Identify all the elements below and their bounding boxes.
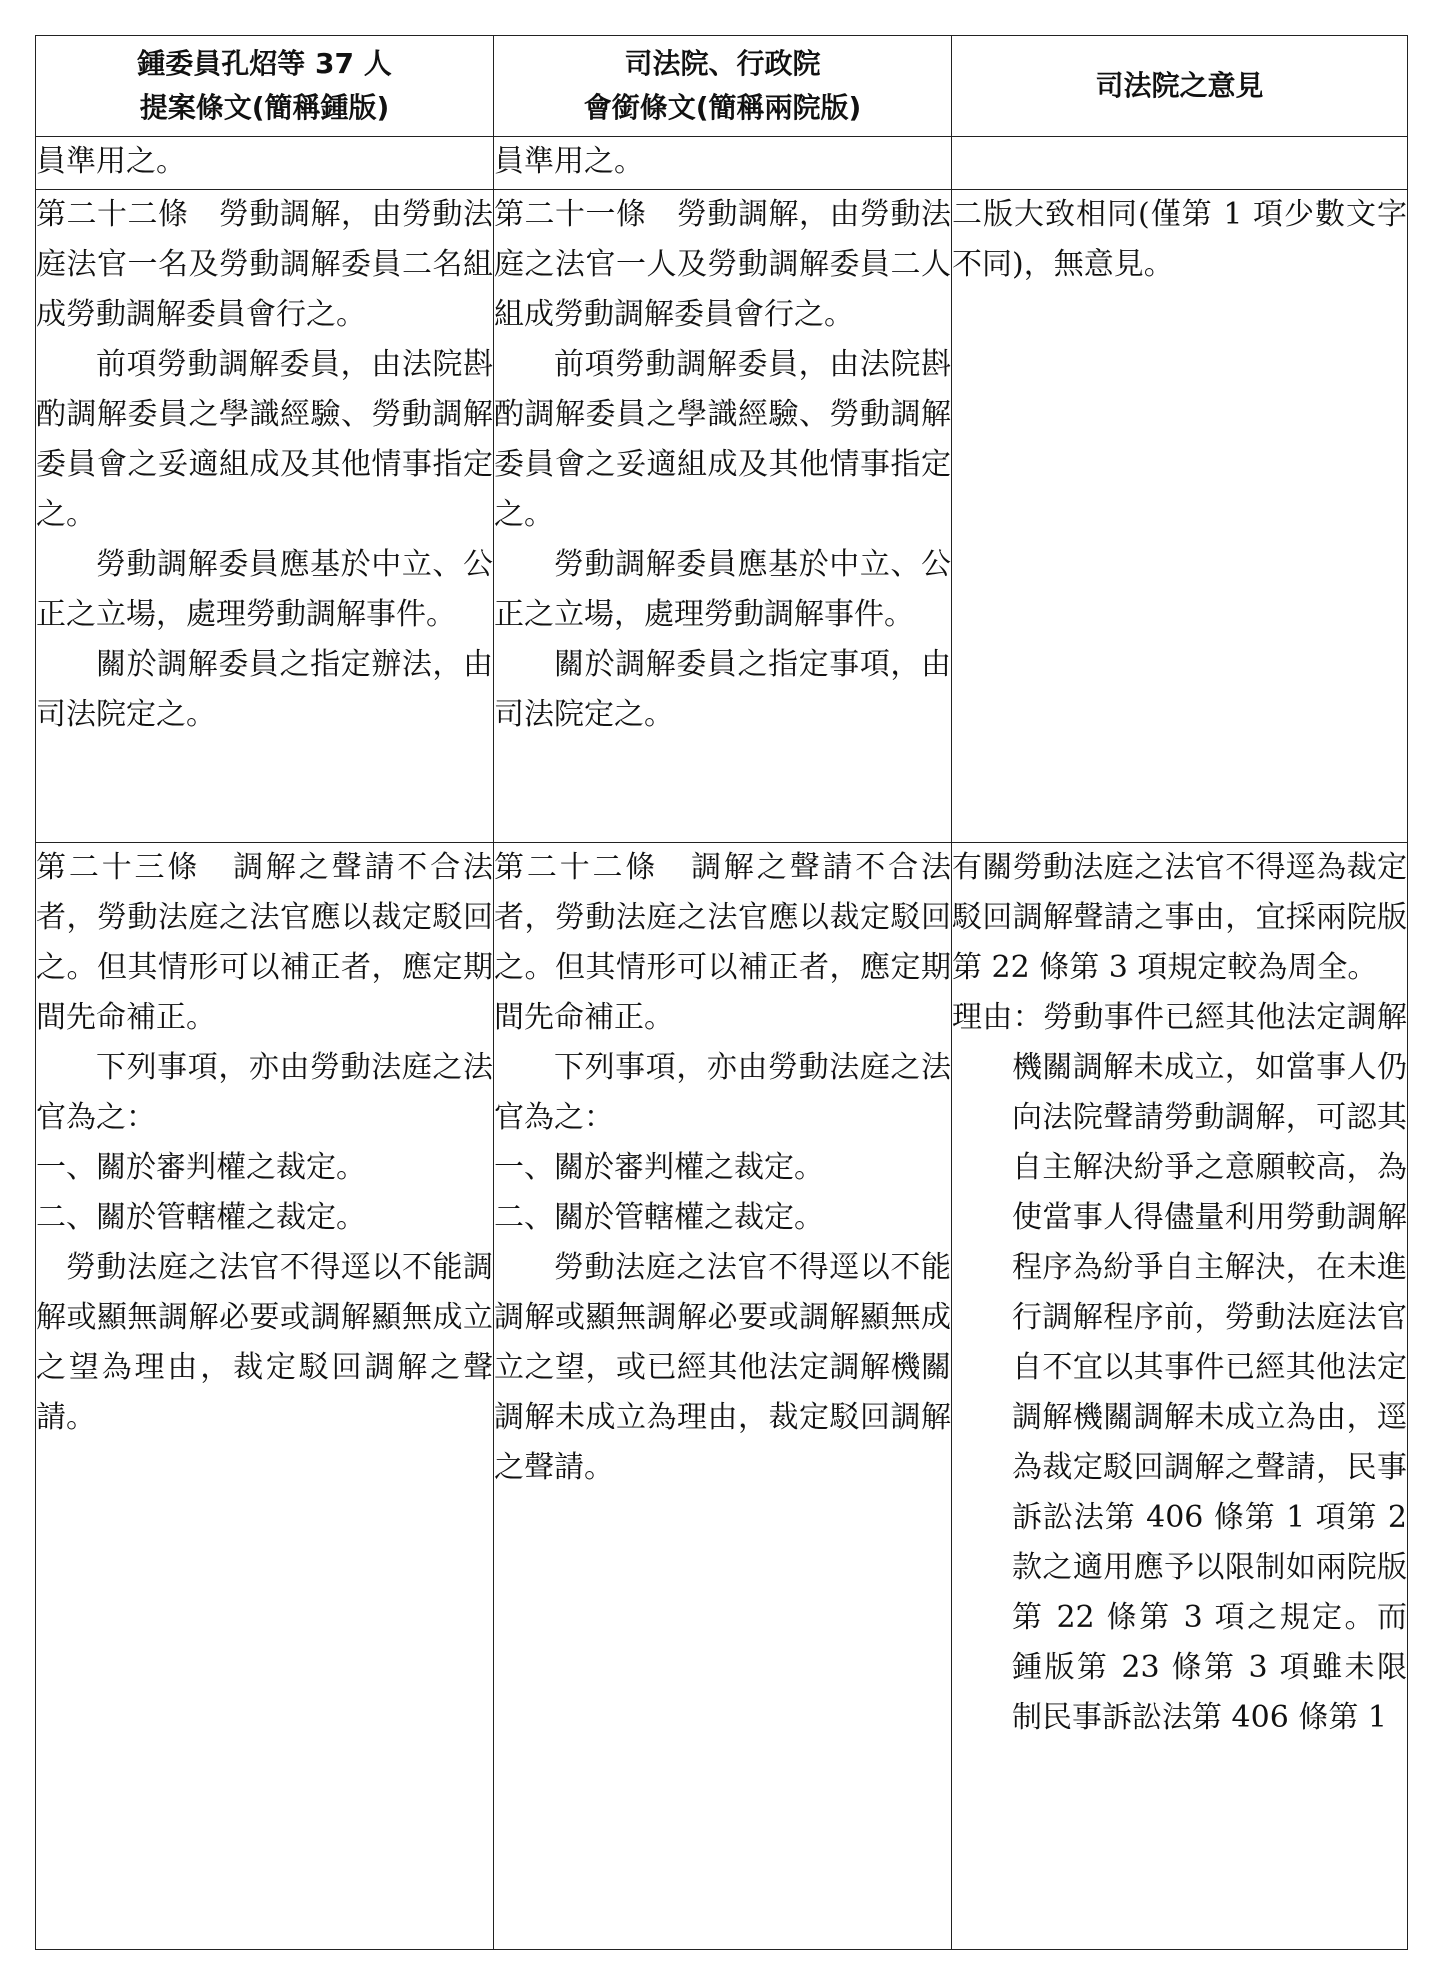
header-line: 司法院、行政院: [624, 47, 821, 80]
article-paragraph: 第二十三條 調解之聲請不合法者，勞動法庭之法官應以裁定駁回之。但其情形可以補正者，應定期間先命補正。: [36, 850, 493, 1035]
table-row: [36, 843, 1408, 1950]
header-line: 鍾委員孔炤等 37 人: [137, 47, 392, 80]
header-line: 提案條文(簡稱鍾版): [139, 91, 390, 124]
paragraph: 員準用之。: [494, 144, 644, 179]
header-two-courts-version: [494, 36, 952, 137]
paragraph: 關於調解委員之指定辦法，由司法院定之。: [36, 647, 493, 732]
header-judicial-opinion: [952, 36, 1408, 137]
cell-two-courts: [494, 190, 952, 843]
cell-opinion: [952, 190, 1408, 843]
paragraph: 勞動法庭之法官不得逕以不能調解或顯無調解必要或調解顯無成立之望，或已經其他法定調解機關調解未成立為理由，裁定駁回調解之聲請。: [494, 1250, 951, 1485]
table-row: [36, 190, 1408, 843]
article-paragraph: 第二十一條 勞動調解，由勞動法庭之法官一人及勞動調解委員二人組成勞動調解委員會行之。: [494, 197, 951, 332]
header-line: 會銜條文(簡稱兩院版): [583, 91, 862, 124]
header-line: 司法院之意見: [1095, 69, 1264, 102]
paragraph: 勞動調解委員應基於中立、公正之立場，處理勞動調解事件。: [494, 547, 951, 632]
article-paragraph: 第二十二條 調解之聲請不合法者，勞動法庭之法官應以裁定駁回之。但其情形可以補正者，應定期間先命補正。: [494, 850, 951, 1035]
cell-two-courts: [494, 843, 952, 1950]
paragraph: 下列事項，亦由勞動法庭之法官為之：: [494, 1050, 951, 1135]
cell-zhong: [36, 190, 494, 843]
header-zhong-version: [36, 36, 494, 137]
paragraph: 前項勞動調解委員，由法院斟酌調解委員之學識經驗、勞動調解委員會之妥適組成及其他情事指定之。: [36, 347, 493, 532]
cell-two-courts: [494, 137, 952, 190]
paragraph: 關於調解委員之指定事項，由司法院定之。: [494, 647, 951, 732]
reason-paragraph: 理由：勞動事件已經其他法定調解機關調解未成立，如當事人仍向法院聲請勞動調解，可認其自主解決紛爭之意願較高，為使當事人得儘量利用勞動調解程序為紛爭自主解決，在未進行調解程序前，勞動法庭法官自不宜以其事件已經其他法定調解機關調解未成立為由，逕為裁定駁回調解之聲請，民事訴訟法第 406 條第 1 項第 2 款之適用應予以限制如兩院版第 22 條第 3 項之規定。而鍾版第 23 條第 3 項雖未限制民事訴訟法第 406 條第 1: [952, 1000, 1407, 1735]
header-row: [36, 36, 1408, 137]
paragraph: 勞動調解委員應基於中立、公正之立場，處理勞動調解事件。: [36, 547, 493, 632]
paragraph: 勞動法庭之法官不得逕以不能調解或顯無調解必要或調解顯無成立之望為理由，裁定駁回調解之聲請。: [36, 1250, 493, 1435]
table-row: [36, 137, 1408, 190]
cell-zhong: [36, 843, 494, 1950]
list-item: 一、關於審判權之裁定。: [36, 1150, 366, 1185]
comparison-table: [35, 35, 1408, 1950]
cell-opinion: [952, 137, 1408, 190]
paragraph: 前項勞動調解委員，由法院斟酌調解委員之學識經驗、勞動調解委員會之妥適組成及其他情事指定之。: [494, 347, 951, 532]
paragraph: 二版大致相同(僅第 1 項少數文字不同)，無意見。: [952, 197, 1407, 282]
cell-opinion: [952, 843, 1408, 1950]
paragraph: 下列事項，亦由勞動法庭之法官為之：: [36, 1050, 493, 1135]
article-paragraph: 第二十二條 勞動調解，由勞動法庭法官一名及勞動調解委員二名組成勞動調解委員會行之。: [36, 197, 493, 332]
cell-zhong: [36, 137, 494, 190]
list-item: 二、關於管轄權之裁定。: [494, 1200, 824, 1235]
list-item: 二、關於管轄權之裁定。: [36, 1200, 366, 1235]
list-item: 一、關於審判權之裁定。: [494, 1150, 824, 1185]
paragraph: 員準用之。: [36, 144, 186, 179]
paragraph: 有關勞動法庭之法官不得逕為裁定駁回調解聲請之事由，宜採兩院版第 22 條第 3 項規定較為周全。: [952, 850, 1407, 985]
